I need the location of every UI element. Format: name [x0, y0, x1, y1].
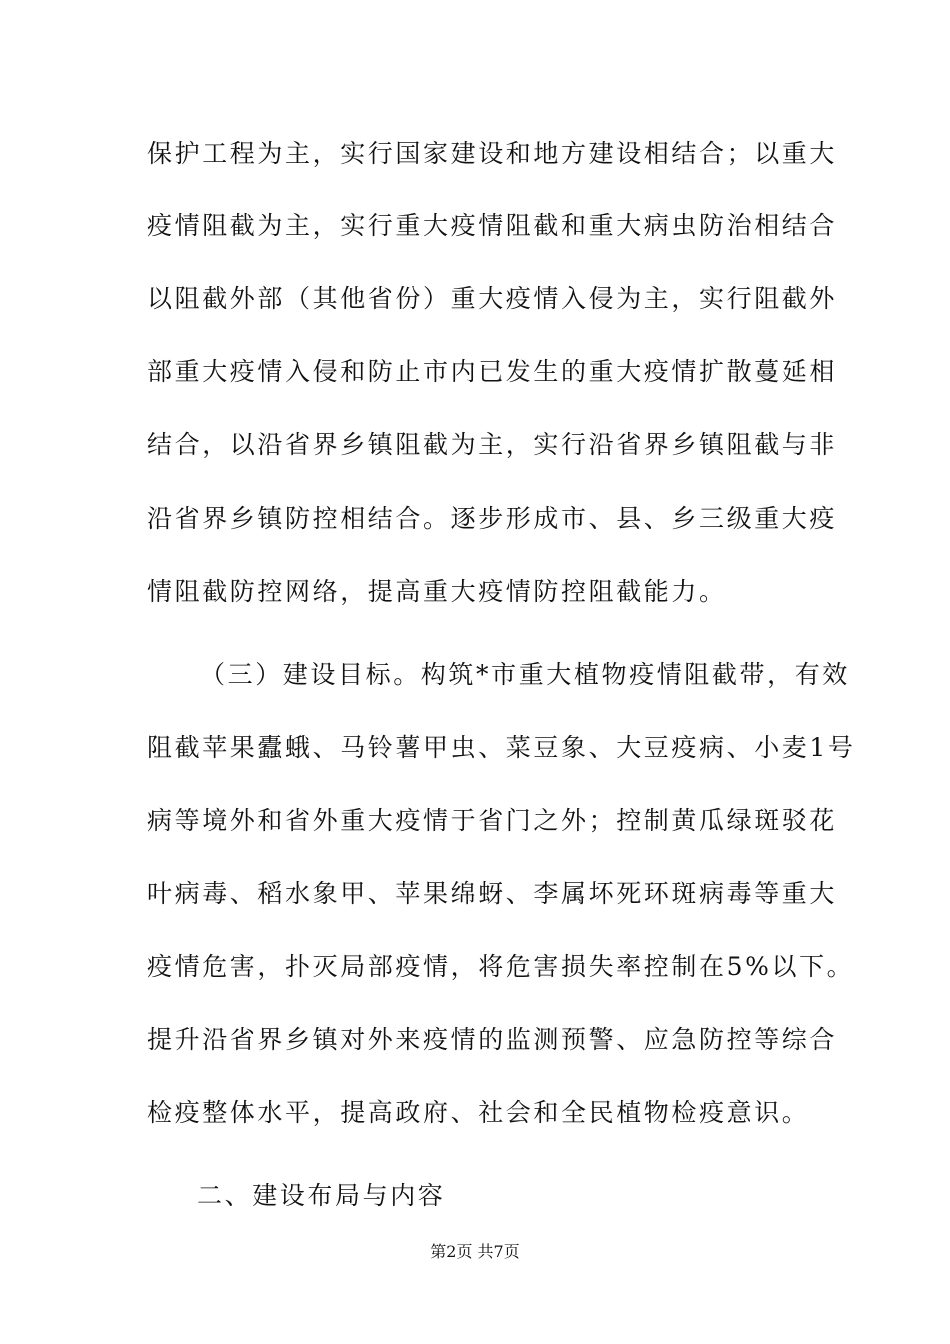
page-number-footer: 第2页 共7页 — [430, 1242, 520, 1261]
section-three-heading-line: （三）建设目标。构筑*市重大植物疫情阻截带，有效 — [200, 660, 850, 689]
paragraph-line: 叶病毒、稻水象甲、苹果绵蚜、李属坏死环斑病毒等重大 — [147, 879, 838, 908]
paragraph-line: 疫情危害，扑灭局部疫情，将危害损失率控制在5%以下。 — [147, 952, 855, 981]
paragraph-line: 检疫整体水平，提高政府、社会和全民植物检疫意识。 — [147, 1098, 810, 1127]
paragraph-line: 结合，以沿省界乡镇阻截为主，实行沿省界乡镇阻截与非 — [147, 430, 838, 459]
paragraph-line: 疫情阻截为主，实行重大疫情阻截和重大病虫防治相结合 — [147, 211, 838, 240]
paragraph-line: 以阻截外部（其他省份）重大疫情入侵为主，实行阻截外 — [147, 284, 838, 313]
paragraph-line: 部重大疫情入侵和防止市内已发生的重大疫情扩散蔓延相 — [147, 357, 838, 386]
paragraph-line: 提升沿省界乡镇对外来疫情的监测预警、应急防控等综合 — [147, 1025, 838, 1054]
paragraph-line: 保护工程为主，实行国家建设和地方建设相结合；以重大 — [147, 139, 838, 168]
section-heading: 二、建设布局与内容 — [197, 1181, 446, 1210]
paragraph-line: 阻截苹果蠹蛾、马铃薯甲虫、菜豆象、大豆疫病、小麦1号 — [147, 733, 856, 762]
paragraph-line: 病等境外和省外重大疫情于省门之外；控制黄瓜绿斑驳花 — [147, 806, 838, 835]
paragraph-line: 沿省界乡镇防控相结合。逐步形成市、县、乡三级重大疫 — [147, 504, 838, 533]
paragraph-line: 情阻截防控网络，提高重大疫情防控阻截能力。 — [147, 577, 727, 606]
